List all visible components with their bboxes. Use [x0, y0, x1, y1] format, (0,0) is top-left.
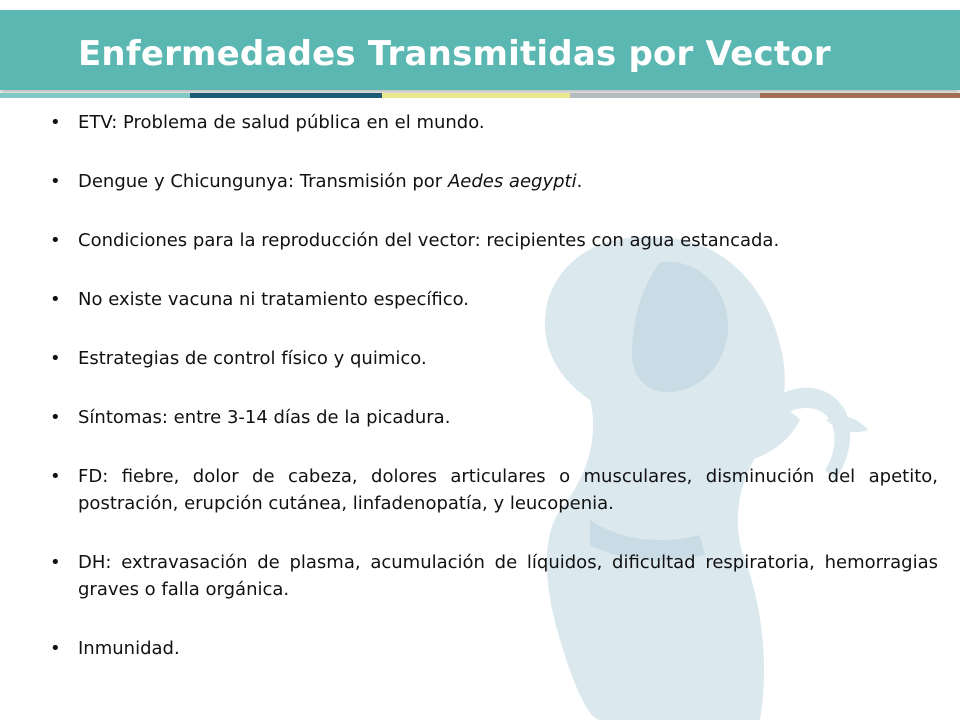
bullet-dengue-end: . — [576, 171, 583, 192]
species-name: Aedes aegypti — [447, 171, 577, 192]
bullet-fd: • FD: fiebre, dolor de cabeza, dolores articulares o musculares, disminución del apetito, postración, erupción cutánea, linfadenopatía, y leucopenia. — [50, 463, 938, 517]
bullet-vacuna: • No existe vacuna ni tratamiento específico. — [50, 286, 938, 313]
bullet-inmunidad: • Inmunidad. — [50, 635, 938, 662]
bullet-sintomas: • Síntomas: entre 3-14 días de la picadura. — [50, 404, 938, 431]
slide-title: Enfermedades Transmitidas por Vector — [78, 34, 831, 74]
bullet-dengue-text: Dengue y Chicungunya: Transmisión por — [78, 171, 448, 192]
bullet-dh: • DH: extravasación de plasma, acumulación de líquidos, dificultad respiratoria, hemorragias graves o falla orgánica. — [50, 549, 938, 603]
bullet-list — [50, 109, 938, 662]
bullet-condiciones: • Condiciones para la reproducción del vector: recipientes con agua estancada. — [50, 227, 938, 254]
bullet-dengue — [50, 168, 938, 195]
bullet-estrategias: • Estrategias de control físico y quimico. — [50, 345, 938, 372]
bullet-etv: • ETV: Problema de salud pública en el mundo. — [50, 109, 938, 136]
